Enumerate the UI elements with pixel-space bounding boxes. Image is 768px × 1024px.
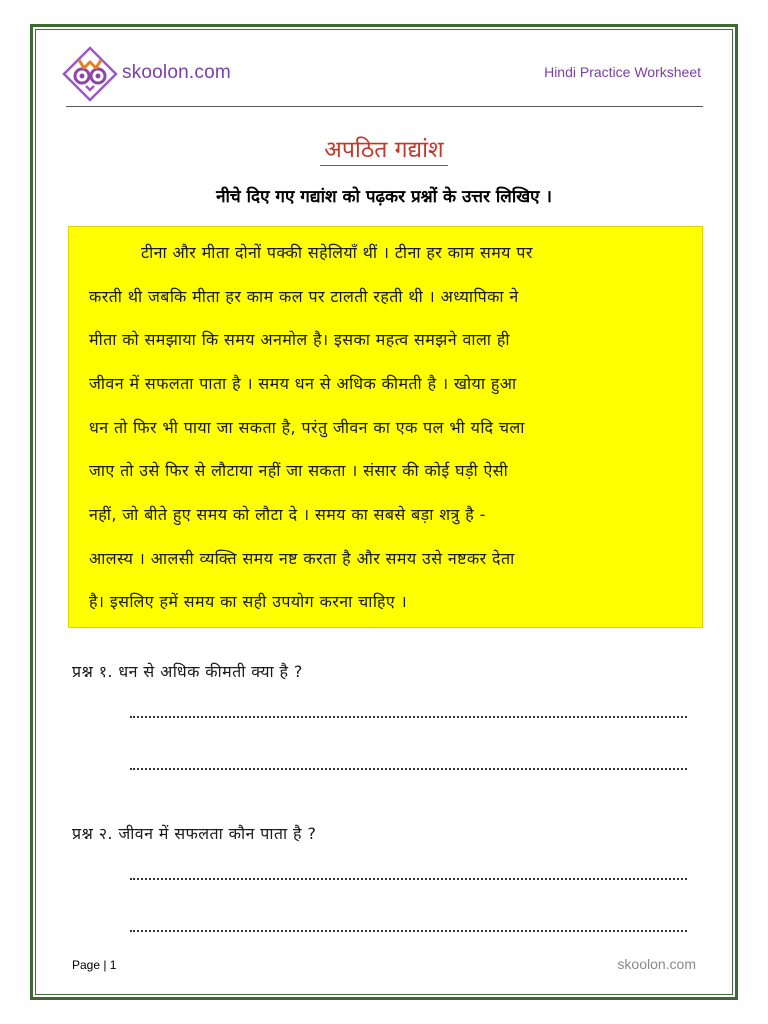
passage-line: आलस्य । आलसी व्यक्ति समय नष्ट करता है और समय उसे नष्टकर देता [89, 549, 515, 568]
passage-line: करती थी जबकि मीता हर काम कल पर टालती रहती थी । अध्यापिका ने [89, 287, 519, 306]
passage-line: मीता को समझाया कि समय अनमोल है। इसका महत्व समझने वाला ही [89, 330, 510, 349]
passage-line: टीना और मीता दोनों पक्की सहेलियाँ थीं । टीना हर काम समय पर [141, 243, 533, 262]
question-1: प्रश्न १. धन से अधिक कीमती क्या है ? [72, 662, 303, 681]
footer-site: skoolon.com [617, 956, 696, 972]
passage-line: है। इसलिए हमें समय का सही उपयोग करना चाहिए । [89, 592, 408, 611]
worksheet-label: Hindi Practice Worksheet [544, 64, 701, 80]
header-divider [66, 106, 703, 107]
worksheet-title [0, 132, 768, 164]
skoolon-logo [62, 46, 118, 102]
answer-line[interactable] [130, 930, 687, 932]
question-2: प्रश्न २. जीवन में सफलता कौन पाता है ? [72, 824, 317, 843]
passage-line: जीवन में सफलता पाता है । समय धन से अधिक कीमती है । खोया हुआ [89, 374, 517, 393]
passage-line: धन तो फिर भी पाया जा सकता है, परंतु जीवन का एक पल भी यदि चला [89, 418, 525, 437]
brand-name: skoolon.com [122, 62, 231, 83]
answer-line[interactable] [130, 768, 687, 770]
answer-line[interactable] [130, 878, 687, 880]
answer-line[interactable] [130, 716, 687, 718]
worksheet-title-text: अपठित गद्यांश [320, 137, 447, 166]
passage-box [68, 226, 703, 628]
passage-line: नहीं, जो बीते हुए समय को लौटा दे । समय का सबसे बड़ा शत्रु है - [89, 505, 486, 524]
page-number: Page | 1 [72, 958, 117, 972]
instruction-text: नीचे दिए गए गद्यांश को पढ़कर प्रश्नों के उत्तर लिखिए । [216, 187, 552, 207]
passage-line: जाए तो उसे फिर से लौटाया नहीं जा सकता । संसार की कोई घड़ी ऐसी [89, 461, 509, 480]
